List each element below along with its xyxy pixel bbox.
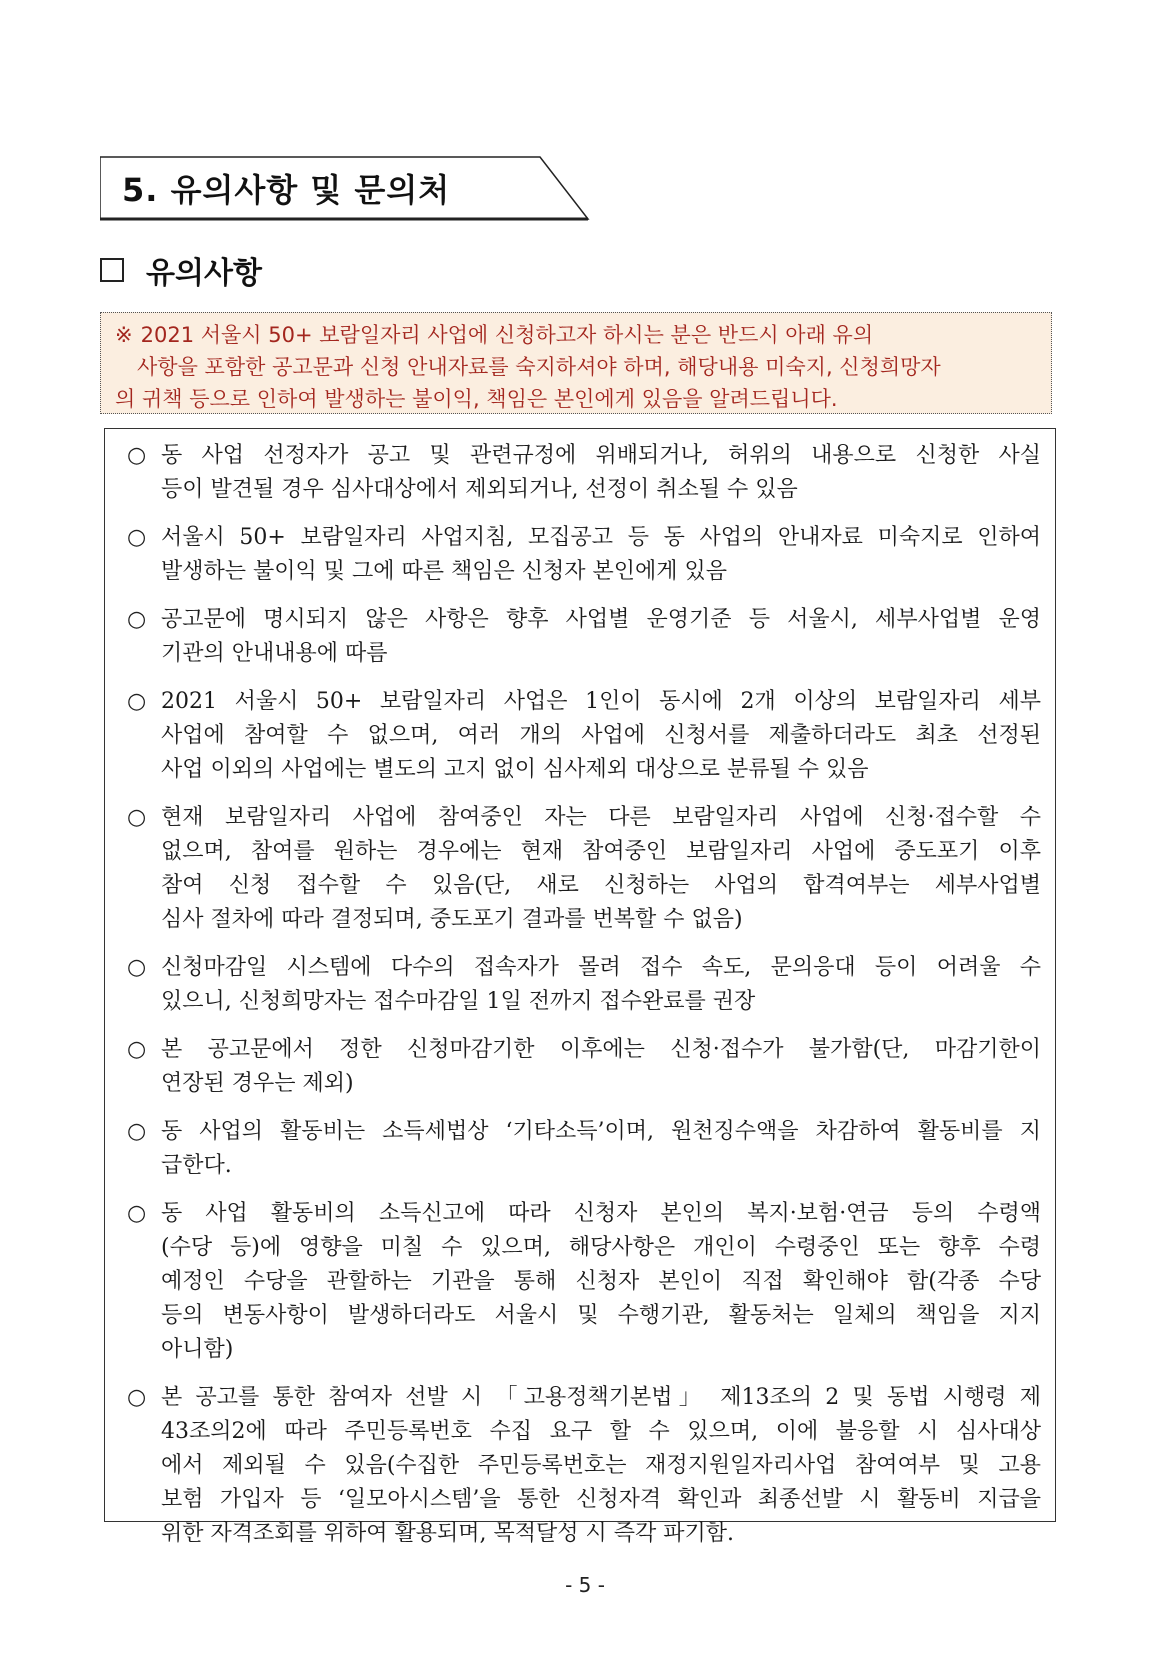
list-item	[127, 801, 1041, 937]
list-item-text	[161, 801, 1041, 937]
list-item-line: 없으며, 참여를 원하는 경우에는 현재 참여중인 보람일자리 사업에 중도포기 이후	[161, 839, 1041, 864]
list-item-line: 등이 발견될 경우 심사대상에서 제외되거나, 선정이 취소될 수 있음	[161, 477, 798, 502]
list-item-line: 신청마감일 시스템에 다수의 접속자가 몰려 접수 속도, 문의응대 등이 어려울 수	[161, 955, 1041, 980]
list-item-text	[161, 1197, 1041, 1367]
list-item	[127, 1115, 1041, 1183]
list-item-line: 본 공고문에서 정한 신청마감기한 이후에는 신청·접수가 불가함(단, 마감기한이	[161, 1037, 1041, 1062]
bullet-circle-icon: ○	[127, 1037, 147, 1062]
list-item-line: 예정인 수당을 관할하는 기관을 통해 신청자 본인이 직접 확인해야 함(각종 수당	[161, 1269, 1041, 1294]
list-item-line: 현재 보람일자리 사업에 참여중인 자는 다른 보람일자리 사업에 신청·접수할 수	[161, 805, 1041, 830]
bullet-circle-icon: ○	[127, 1119, 147, 1144]
list-item	[127, 439, 1041, 507]
notice-line: 사항을 포함한 공고문과 신청 안내자료를 숙지하셔야 하며, 해당내용 미숙지, 신청희망자	[137, 355, 941, 379]
list-item	[127, 603, 1041, 671]
list-item	[127, 521, 1041, 589]
list-item-line: 심사 절차에 따라 결정되며, 중도포기 결과를 번복할 수 없음)	[161, 907, 743, 932]
list-item-line: 연장된 경우는 제외)	[161, 1071, 354, 1096]
list-item-line: 동 사업의 활동비는 소득세법상 ‘기타소득’이며, 원천징수액을 차감하여 활동비를 지	[161, 1119, 1041, 1144]
notice-text: 2021 서울시 50+ 보람일자리 사업에 신청하고자 하시는 분은 반드시 아래 유의	[140, 323, 874, 347]
list-item-line: 급한다.	[161, 1153, 232, 1178]
bullet-circle-icon: ○	[127, 607, 147, 632]
bullet-circle-icon: ○	[127, 525, 147, 550]
list-item-line: 에서 제외될 수 있음(수집한 주민등록번호는 재정지원일자리사업 참여여부 및 고용	[161, 1453, 1041, 1478]
list-item-text	[161, 521, 1041, 589]
list-item-line: 있으니, 신청희망자는 접수마감일 1일 전까지 접수완료를 권장	[161, 989, 756, 1014]
checkbox-icon	[100, 258, 124, 282]
list-item-line: 보험 가입자 등 ‘일모아시스템’을 통한 신청자격 확인과 최종선발 시 활동비 지급을	[161, 1487, 1041, 1512]
list-item-line: 사업에 참여할 수 없으며, 여러 개의 사업에 신청서를 제출하더라도 최초 선정된	[161, 723, 1041, 748]
notice-box	[100, 312, 1052, 414]
notice-mark: ※	[115, 323, 133, 347]
list-item-line: 발생하는 불이익 및 그에 따른 책임은 신청자 본인에게 있음	[161, 559, 727, 584]
list-item-line: 아니함)	[161, 1337, 234, 1362]
list-item-line: 동 사업 활동비의 소득신고에 따라 신청자 본인의 복지·보험·연금 등의 수령액	[161, 1201, 1041, 1226]
list-item	[127, 1381, 1041, 1551]
list-item-text	[161, 603, 1041, 671]
list-item-line: 기관의 안내내용에 따름	[161, 641, 388, 666]
notice-line	[115, 319, 1037, 351]
list-item	[127, 1033, 1041, 1101]
list-item-line: 위한 자격조회를 위하여 활용되며, 목적달성 시 즉각 파기함.	[161, 1521, 734, 1546]
list-item-text	[161, 951, 1041, 1019]
notice-line: 의 귀책 등으로 인하여 발생하는 불이익, 책임은 본인에게 있음을 알려드립니다.	[115, 387, 838, 411]
list-item-line: 본 공고를 통한 참여자 선발 시 「고용정책기본법」 제13조의 2 및 동법 시행령 제	[161, 1385, 1041, 1410]
list-item-line: 2021 서울시 50+ 보람일자리 사업은 1인이 동시에 2개 이상의 보람일자리 세부	[161, 689, 1041, 714]
subheading-text: 유의사항	[146, 256, 262, 291]
bullet-circle-icon: ○	[127, 955, 147, 980]
bullet-circle-icon: ○	[127, 805, 147, 830]
list-item-line: (수당 등)에 영향을 미칠 수 있으며, 해당사항은 개인이 수령중인 또는 향후 수령	[161, 1235, 1041, 1260]
list-item-text	[161, 1381, 1041, 1551]
list-item	[127, 1197, 1041, 1367]
bullet-circle-icon: ○	[127, 443, 147, 468]
list-item-line: 사업 이외의 사업에는 별도의 고지 없이 심사제외 대상으로 분류될 수 있음	[161, 757, 869, 782]
bullet-circle-icon: ○	[127, 1385, 147, 1410]
section-title-box	[100, 155, 590, 222]
bullet-circle-icon: ○	[127, 689, 147, 714]
list-item-line: 참여 신청 접수할 수 있음(단, 새로 신청하는 사업의 합격여부는 세부사업별	[161, 873, 1041, 898]
list-item	[127, 685, 1041, 787]
notes-list	[104, 428, 1056, 1546]
section-title: 5. 유의사항 및 문의처	[122, 171, 451, 209]
list-item-line: 43조의2에 따라 주민등록번호 수집 요구 할 수 있으며, 이에 불응할 시 심사대상	[161, 1419, 1041, 1444]
list-item	[127, 951, 1041, 1019]
list-item-line: 동 사업 선정자가 공고 및 관련규정에 위배되거나, 허위의 내용으로 신청한 사실	[161, 443, 1041, 468]
bullet-circle-icon: ○	[127, 1201, 147, 1226]
list-item-line: 서울시 50+ 보람일자리 사업지침, 모집공고 등 동 사업의 안내자료 미숙지로 인하여	[161, 525, 1041, 550]
list-item-line: 공고문에 명시되지 않은 사항은 향후 사업별 운영기준 등 서울시, 세부사업별 운영	[161, 607, 1041, 632]
list-item-text	[161, 1115, 1041, 1183]
list-item-text	[161, 685, 1041, 787]
page-number: - 5 -	[565, 1573, 605, 1597]
list-item-text	[161, 1033, 1041, 1101]
list-item-text	[161, 439, 1041, 507]
list-item-line: 등의 변동사항이 발생하더라도 서울시 및 수행기관, 활동처는 일체의 책임을 지지	[161, 1303, 1041, 1328]
subheading	[100, 248, 262, 292]
